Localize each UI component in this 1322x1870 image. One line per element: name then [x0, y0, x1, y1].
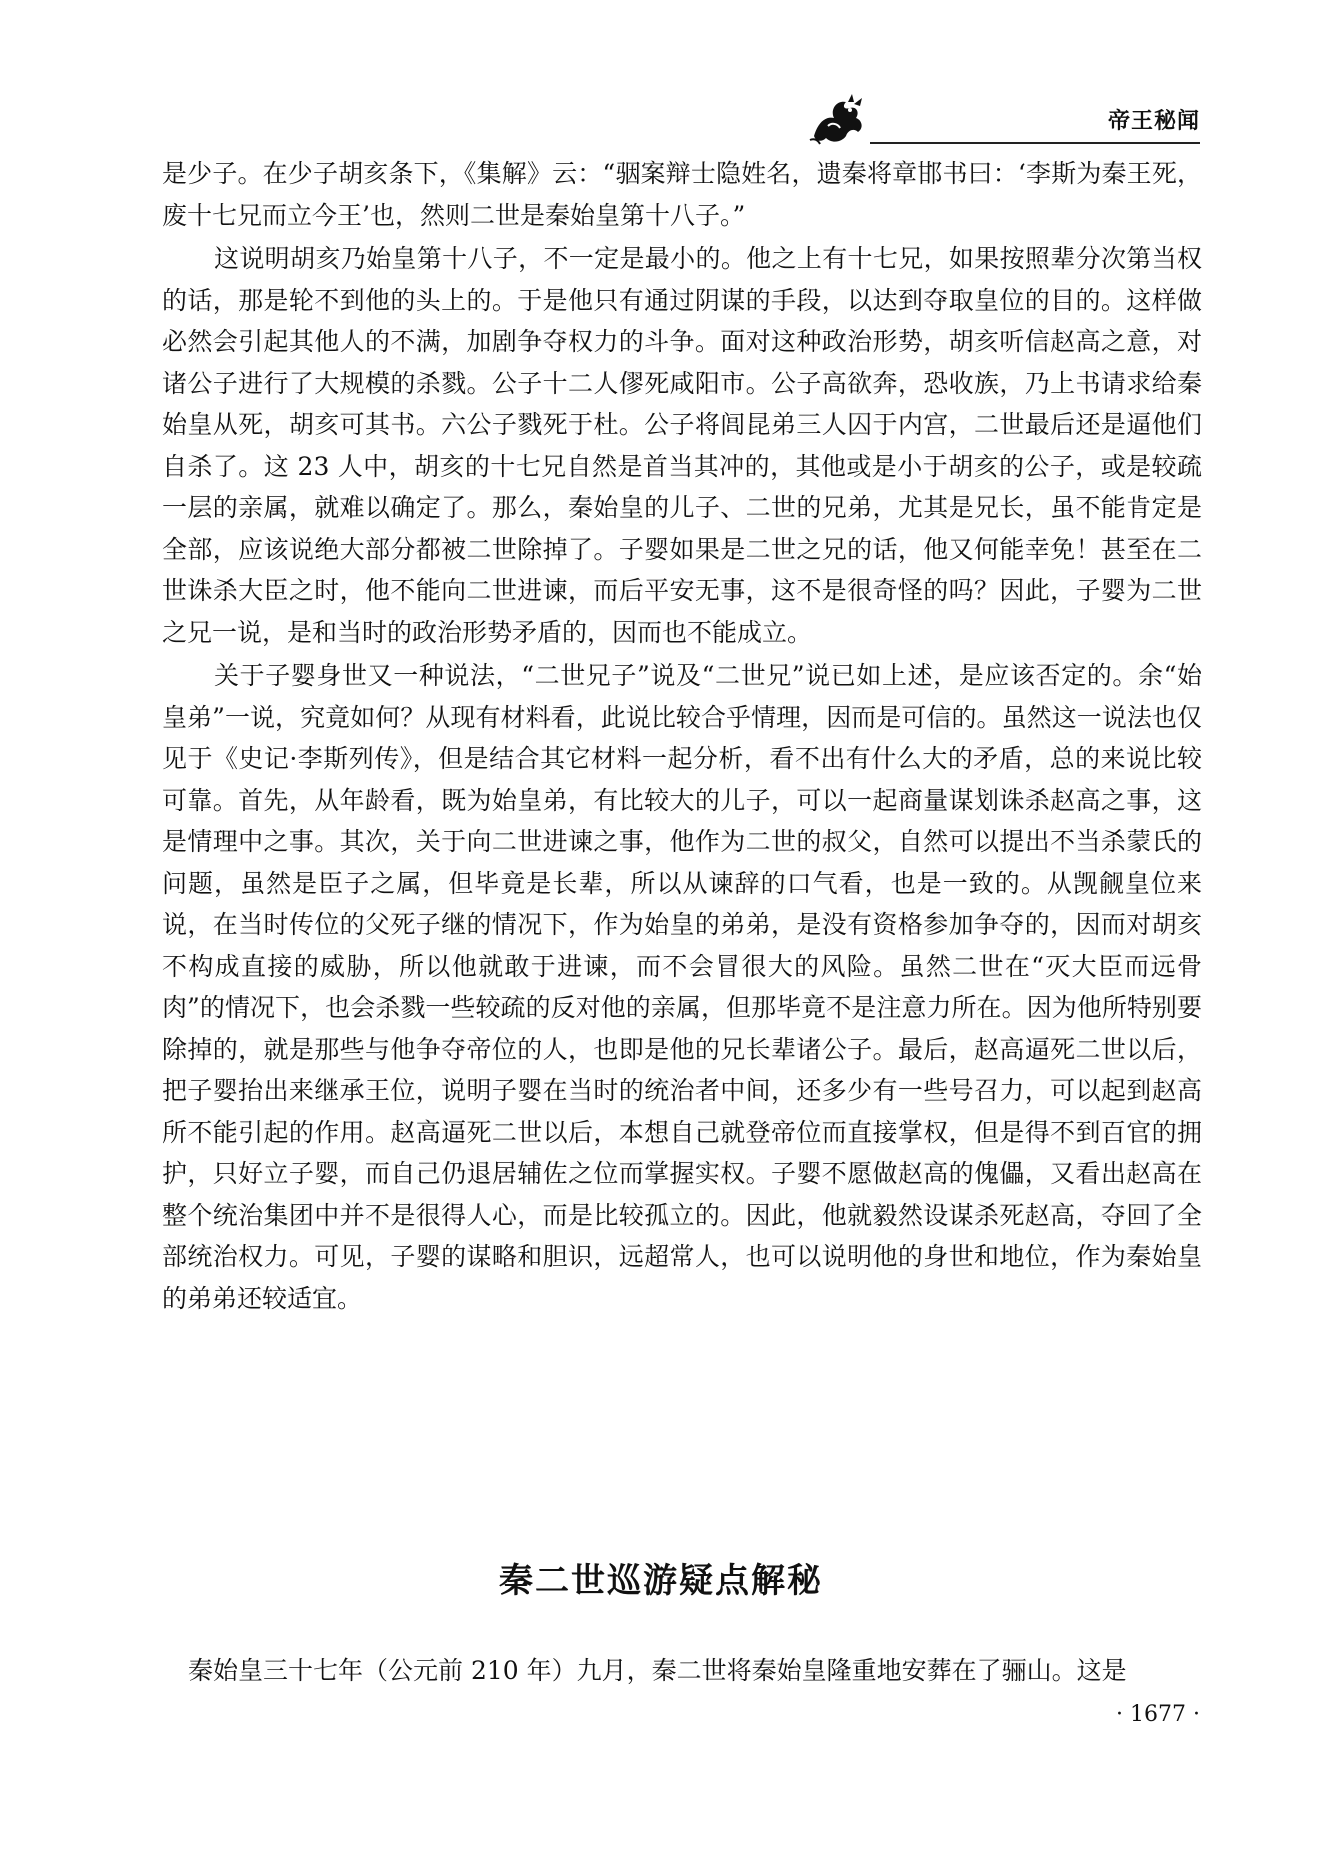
section-first-line: 秦始皇三十七年（公元前 210 年）九月，秦二世将秦始皇隆重地安葬在了骊山。这是: [188, 1656, 1127, 1685]
paragraph-3: 关于子婴身世又一种说法，“二世兄子”说及“二世兄”说已如上述，是应该否定的。余“始皇弟”一说，究竟如何？从现有材料看，此说比较合乎情理，因而是可信的。虽然这一说法也仅见于《史记·李斯列传》，但是结合其它材料一起分析，看不出有什么大的矛盾，总的来说比较可靠。首先，从年龄看，既为始皇弟，有比较大的儿子，可以一起商量谋划诛杀赵高之事，这是情理中之事。其次，关于向二世进谏之事，他作为二世的叔父，自然可以提出不当杀蒙氏的问题，虽然是臣子之属，但毕竟是长辈，所以从谏辞的口气看，也是一致的。从觊觎皇位来说，在当时传位的父死子继的情况下，作为始皇的弟弟，是没有资格参加争夺的，因而对胡亥不构成直接的威胁，所以他就敢于进谏，而不会冒很大的风险。虽然二世在“灭大臣而远骨肉”的情况下，也会杀戮一些较疏的反对他的亲属，但那毕竟不是注意力所在。因为他所特别要除掉的，就是那些与他争夺帝位的人，也即是他的兄长辈诸公子。最后，赵高逼死二世以后，把子婴抬出来继承王位，说明子婴在当时的统治者中间，还多少有一些号召力，可以起到赵高所不能引起的作用。赵高逼死二世以后，本想自己就登帝位而直接掌权，但是得不到百官的拥护，只好立子婴，而自己仍退居辅佐之位而掌握实权。子婴不愿做赵高的傀儡，又看出赵高在整个统治集团中并不是很得人心，而是比较孤立的。因此，他就毅然设谋杀死赵高，夺回了全部统治权力。可见，子婴的谋略和胆识，远超常人，也可以说明他的身世和地位，作为秦始皇的弟弟还较适宜。: [162, 661, 1202, 1313]
paragraph-1: 是少子。在少子胡亥条下，《集解》云：“骃案辩士隐姓名，遗秦将章邯书曰：‘李斯为秦王死，废十七兄而立今王’也，然则二世是秦始皇第十八子。”: [162, 159, 1202, 230]
section-body: [162, 1650, 1202, 1692]
page-number: · 1677 ·: [1116, 1702, 1200, 1727]
dragon-logo-icon: [808, 92, 868, 148]
paragraph-2: 这说明胡亥乃始皇第十八子，不一定是最小的。他之上有十七兄，如果按照辈分次第当权的话，那是轮不到他的头上的。于是他只有通过阴谋的手段，以达到夺取皇位的目的。这样做必然会引起其他人的不满，加剧争夺权力的斗争。面对这种政治形势，胡亥听信赵高之意，对诸公子进行了大规模的杀戮。公子十二人僇死咸阳市。公子高欲奔，恐收族，乃上书请求给秦始皇从死，胡亥可其书。六公子戮死于杜。公子将闾昆弟三人囚于内宫，二世最后还是逼他们自杀了。这 23 人中，胡亥的十七兄自然是首当其冲的，其他或是小于胡亥的公子，或是较疏一层的亲属，就难以确定了。那么，秦始皇的儿子、二世的兄弟，尤其是兄长，虽不能肯定是全部，应该说绝大部分都被二世除掉了。子婴如果是二世之兄的话，他又何能幸免！甚至在二世诛杀大臣之时，他不能向二世进谏，而后平安无事，这不是很奇怪的吗？因此，子婴为二世之兄一说，是和当时的政治形势矛盾的，因而也不能成立。: [162, 244, 1202, 647]
body-text: [162, 153, 1202, 1321]
running-header: [808, 92, 1200, 148]
header-rule: [870, 142, 1200, 144]
running-header-title: 帝王秘闻: [1107, 109, 1200, 134]
section-title: 秦二世巡游疑点解秘: [499, 1561, 823, 1601]
